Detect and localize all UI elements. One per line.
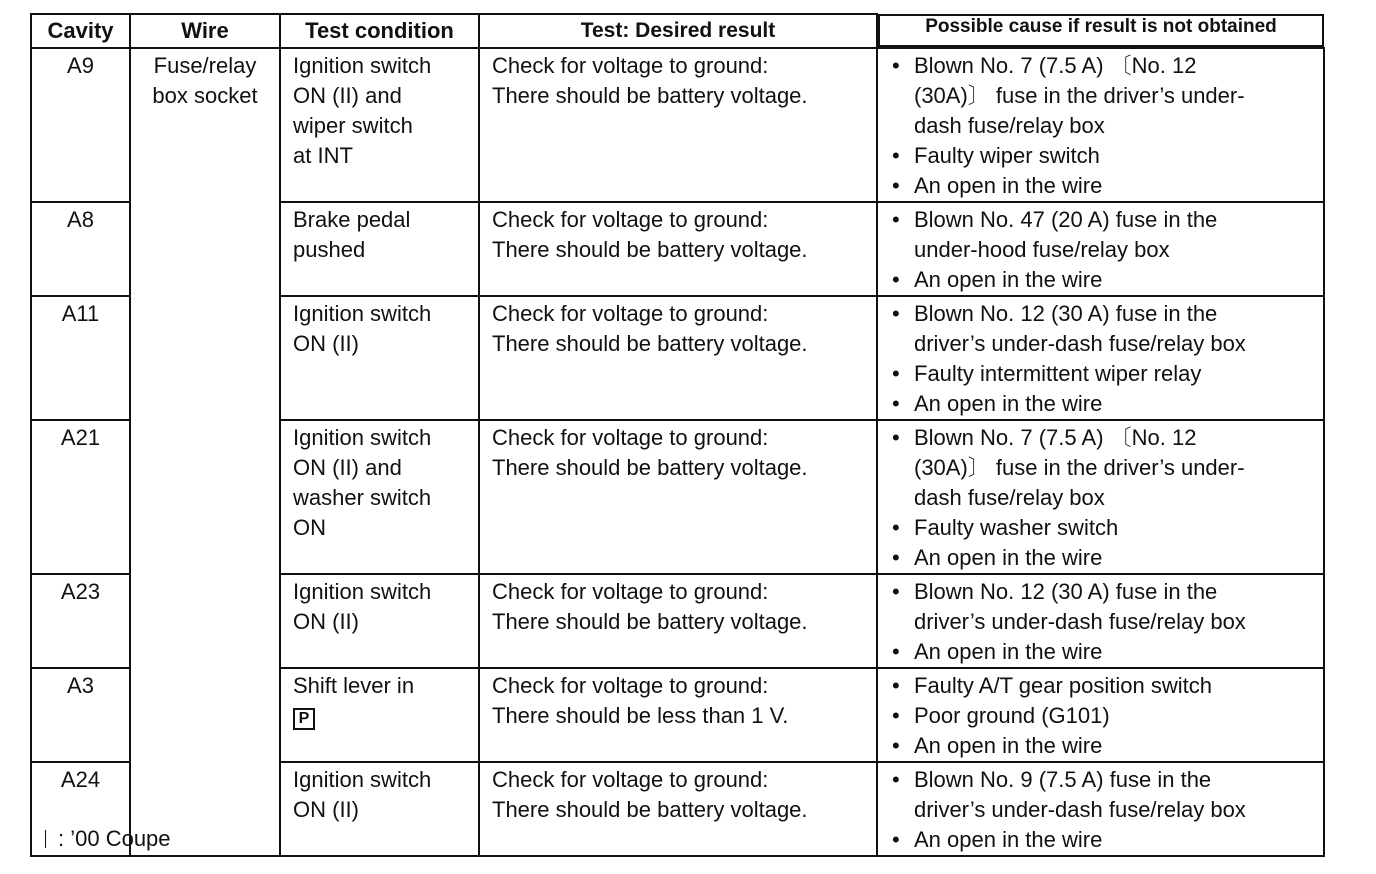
cavity-label: A23 (60, 579, 101, 604)
bullet-icon: • (892, 767, 900, 792)
cause-text: dash fuse/relay box (914, 485, 1105, 510)
cause-item (888, 701, 1321, 731)
wire-text: Fuse/relay (153, 53, 257, 78)
desired-result-cell (479, 420, 877, 574)
test-condition-text: Shift lever in (293, 673, 415, 698)
cause-item (888, 765, 1321, 825)
cause-text: An open in the wire (914, 391, 1103, 416)
footnote-text: : ’00 Coupe (58, 826, 171, 851)
cause-text: Faulty A/T gear position switch (914, 673, 1212, 698)
wire-text: box socket (152, 83, 258, 108)
cause-item (888, 389, 1321, 419)
bullet-icon: • (892, 827, 900, 852)
header-wire: Wire (130, 14, 280, 48)
cavity-cell (31, 48, 130, 202)
test-condition-text: ON (II) (293, 797, 359, 822)
cause-item (888, 577, 1321, 637)
test-condition-text: Ignition switch (293, 53, 432, 78)
desired-result-text: Check for voltage to ground: (492, 53, 769, 78)
cause-item (888, 731, 1321, 761)
bullet-icon: • (892, 143, 900, 168)
test-condition-text: ON (293, 515, 326, 540)
bullet-icon: • (892, 301, 900, 326)
possible-cause-cell (877, 762, 1324, 856)
desired-result-cell (479, 574, 877, 668)
cavity-cell (31, 202, 130, 296)
desired-result-text: Check for voltage to ground: (492, 301, 769, 326)
bullet-icon: • (892, 173, 900, 198)
test-condition-text: ON (II) and (293, 455, 402, 480)
test-condition-text: pushed (293, 237, 366, 262)
desired-result-text: There should be battery voltage. (492, 237, 808, 262)
cause-text: driver’s under-dash fuse/relay box (914, 797, 1246, 822)
cause-item (888, 825, 1321, 855)
cavity-label: A21 (60, 425, 101, 450)
desired-result-text: There should be battery voltage. (492, 797, 808, 822)
bullet-icon: • (892, 515, 900, 540)
desired-result-text: Check for voltage to ground: (492, 673, 769, 698)
cavity-label: A11 (61, 301, 100, 326)
cause-text: An open in the wire (914, 173, 1103, 198)
test-condition-text: ON (II) (293, 331, 359, 356)
cause-text: An open in the wire (914, 733, 1103, 758)
cause-text: dash fuse/relay box (914, 113, 1105, 138)
cause-text: Faulty wiper switch (914, 143, 1100, 168)
desired-result-text: There should be less than 1 V. (492, 703, 789, 728)
cause-text: An open in the wire (914, 267, 1103, 292)
test-condition-cell (280, 574, 479, 668)
desired-result-cell (479, 762, 877, 856)
footnote (30, 826, 171, 852)
cause-text: driver’s under-dash fuse/relay box (914, 331, 1246, 356)
desired-result-text: Check for voltage to ground: (492, 579, 769, 604)
bullet-icon: • (892, 579, 900, 604)
bullet-icon: • (892, 267, 900, 292)
desired-result-text: Check for voltage to ground: (492, 425, 769, 450)
header-cavity: Cavity (31, 14, 130, 48)
cause-text: Blown No. 7 (7.5 A) 〔No. 12 (914, 53, 1197, 78)
bullet-icon: • (892, 733, 900, 758)
cavity-cell (31, 296, 130, 420)
test-condition-cell (280, 296, 479, 420)
bullet-icon: • (892, 425, 900, 450)
header-row (31, 14, 1324, 48)
bullet-icon: • (892, 53, 900, 78)
cause-item (888, 51, 1321, 141)
possible-cause-cell (877, 296, 1324, 420)
cause-text: An open in the wire (914, 827, 1103, 852)
test-condition-text: wiper switch (293, 113, 413, 138)
cause-text: Blown No. 47 (20 A) fuse in the (914, 207, 1218, 232)
cause-text: An open in the wire (914, 545, 1103, 570)
cause-text: Blown No. 7 (7.5 A) 〔No. 12 (914, 425, 1197, 450)
header-desired-result: Test: Desired result (479, 14, 877, 48)
wire-cell (130, 48, 280, 856)
test-condition-cell (280, 762, 479, 856)
desired-result-text: There should be battery voltage. (492, 83, 808, 108)
cavity-cell (31, 668, 130, 762)
cause-item (888, 513, 1321, 543)
cavity-label: A8 (67, 207, 94, 232)
test-condition-text: Ignition switch (293, 579, 432, 604)
cause-text: An open in the wire (914, 639, 1103, 664)
test-condition-text: Ignition switch (293, 301, 432, 326)
bullet-icon: • (892, 545, 900, 570)
desired-result-text: There should be battery voltage. (492, 455, 808, 480)
cause-item (888, 141, 1321, 171)
test-condition-cell (280, 48, 479, 202)
test-condition-text: Ignition switch (293, 425, 432, 450)
header-possible-cause: Possible cause if result is not obtained (878, 14, 1324, 47)
desired-result-text: There should be battery voltage. (492, 609, 808, 634)
bullet-icon: • (892, 703, 900, 728)
test-condition-cell (280, 202, 479, 296)
desired-result-text: Check for voltage to ground: (492, 767, 769, 792)
bullet-icon: • (892, 391, 900, 416)
cause-text: under-hood fuse/relay box (914, 237, 1170, 262)
test-condition-text: washer switch (293, 485, 432, 510)
cause-item (888, 423, 1321, 513)
cause-item (888, 265, 1321, 295)
bullet-icon: • (892, 639, 900, 664)
cause-text: Blown No. 12 (30 A) fuse in the (914, 579, 1218, 604)
desired-result-cell (479, 48, 877, 202)
cavity-cell (31, 574, 130, 668)
cause-item (888, 637, 1321, 667)
bullet-icon: • (892, 673, 900, 698)
cause-text: Faulty washer switch (914, 515, 1119, 540)
cavity-label: A24 (60, 767, 101, 792)
table-row (31, 48, 1324, 202)
desired-result-text: There should be battery voltage. (492, 331, 808, 356)
possible-cause-cell (877, 48, 1324, 202)
cause-item (888, 205, 1321, 265)
possible-cause-cell (877, 574, 1324, 668)
possible-cause-cell (877, 668, 1324, 762)
possible-cause-cell (877, 420, 1324, 574)
cause-item (888, 671, 1321, 701)
test-condition-cell (280, 420, 479, 574)
possible-cause-cell (877, 202, 1324, 296)
cause-text: Poor ground (G101) (914, 703, 1110, 728)
test-table (30, 13, 1325, 857)
cavity-cell (31, 420, 130, 574)
cause-text: Blown No. 9 (7.5 A) fuse in the (914, 767, 1212, 792)
bullet-icon: • (892, 361, 900, 386)
cause-text: driver’s under-dash fuse/relay box (914, 609, 1246, 634)
desired-result-cell (479, 202, 877, 296)
cause-item (888, 359, 1321, 389)
test-condition-text: Brake pedal (293, 207, 411, 232)
test-condition-text: ON (II) and (293, 83, 402, 108)
bracket-symbol (30, 830, 46, 848)
cause-text: Faulty intermittent wiper relay (914, 361, 1202, 386)
desired-result-cell (479, 668, 877, 762)
desired-result-text: Check for voltage to ground: (492, 207, 769, 232)
test-condition-text: ON (II) (293, 609, 359, 634)
park-position-symbol: P (293, 708, 315, 730)
cause-item (888, 171, 1321, 201)
cause-text: (30A)〕 fuse in the driver’s under- (914, 83, 1245, 108)
test-condition-text: at INT (293, 143, 353, 168)
test-condition-cell (280, 668, 479, 762)
header-test-condition: Test condition (280, 14, 479, 48)
cause-text: Blown No. 12 (30 A) fuse in the (914, 301, 1218, 326)
cavity-label: A9 (67, 53, 94, 78)
cause-item (888, 299, 1321, 359)
test-condition-text: Ignition switch (293, 767, 432, 792)
cavity-label: A3 (67, 673, 94, 698)
bullet-icon: • (892, 207, 900, 232)
desired-result-cell (479, 296, 877, 420)
cause-text: (30A)〕 fuse in the driver’s under- (914, 455, 1245, 480)
cause-item (888, 543, 1321, 573)
